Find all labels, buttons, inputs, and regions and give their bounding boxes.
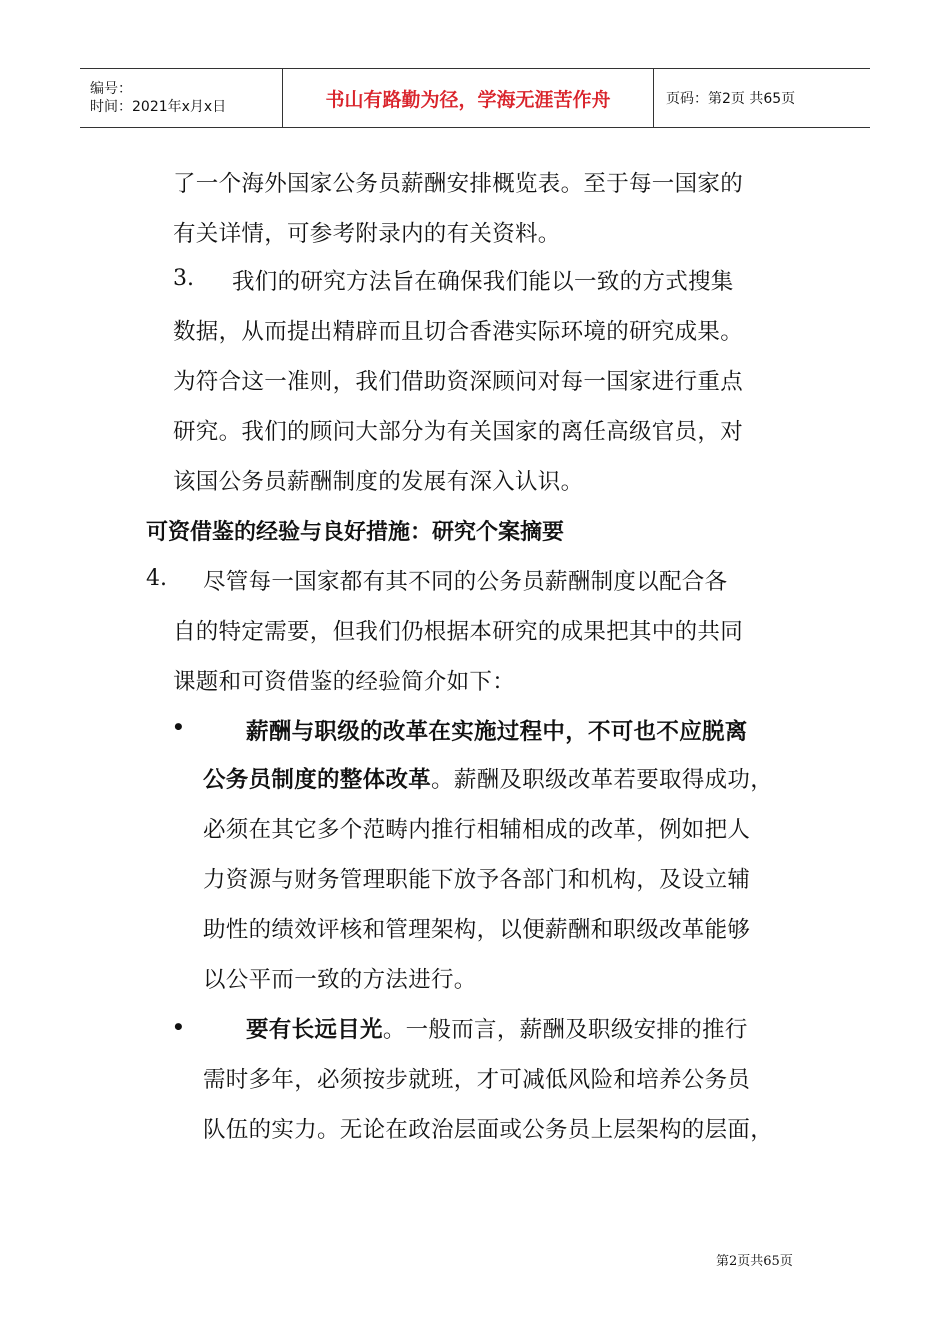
bullet-2-line-2: 需时多年，必须按步就班，才可减低风险和培养公务员: [203, 1067, 751, 1093]
p3-line-3: 为符合这一准则，我们借助资深顾问对每一国家进行重点: [173, 369, 744, 395]
bullet-1-bold-phrase: 公务员制度的整体改革: [203, 767, 432, 793]
p3-line-5: 该国公务员薪酬制度的发展有深入认识。: [173, 469, 584, 495]
page-footer: 第2页共65页: [716, 1254, 793, 1269]
bullet-1-line-4: 力资源与财务管理职能下放予各部门和机构，及设立辅: [203, 867, 751, 893]
header-time-label: 时间：2021年x月x日: [90, 99, 227, 115]
bullet-1-line-2: [203, 762, 773, 794]
bullet-1-line-3: 必须在其它多个范畴内推行相辅相成的改革，例如把人: [203, 817, 751, 843]
header-meta: [80, 69, 282, 127]
bullet-2-marker: •: [172, 1015, 185, 1039]
bullet-2-line-1-rest: 。一般而言，薪酬及职级安排的推行: [382, 1017, 748, 1043]
header-motto: [282, 69, 654, 127]
p4-line-3: 课题和可资借鉴的经验简介如下：: [173, 669, 516, 695]
bullet-1-line-1: 薪酬与职级的改革在实施过程中，不可也不应脱离: [246, 719, 748, 745]
bullet-1-line-6: 以公平而一致的方法进行。: [203, 967, 477, 993]
p4-line-1: 尽管每一国家都有其不同的公务员薪酬制度以配合各: [203, 569, 728, 595]
bullet-1-line-2-rest: 。薪酬及职级改革若要取得成功，: [431, 767, 774, 793]
p3-line-1: 我们的研究方法旨在确保我们能以一致的方式搜集: [232, 269, 734, 295]
p3-line-2: 数据，从而提出精辟而且切合香港实际环境的研究成果。: [173, 319, 744, 345]
bullet-1-line-5: 助性的绩效评核和管理架构，以便薪酬和职级改革能够: [203, 917, 751, 943]
section-heading: 可资借鉴的经验与良好措施：研究个案摘要: [146, 520, 565, 545]
bullet-2-bold-phrase: 要有长远目光: [246, 1017, 383, 1043]
header-number-label: 编号：: [90, 81, 132, 97]
p4-line-2: 自的特定需要，但我们仍根据本研究的成果把其中的共同: [173, 619, 744, 645]
p1-line-2: 有关详情，可参考附录内的有关资料。: [173, 221, 561, 247]
page-header: [80, 68, 870, 128]
bullet-2-line-1: [246, 1012, 748, 1044]
p3-number: 3.: [173, 266, 194, 291]
p3-line-4: 研究。我们的顾问大部分为有关国家的离任高级官员，对: [173, 419, 744, 445]
bullet-2-line-3: 队伍的实力。无论在政治层面或公务员上层架构的层面，: [203, 1117, 774, 1143]
p1-line-1: 了一个海外国家公务员薪酬安排概览表。至于每一国家的: [173, 171, 744, 197]
p4-number: 4.: [146, 566, 167, 591]
bullet-1-marker: •: [172, 715, 185, 739]
header-page-info-text: 页码：第2页 共65页: [666, 91, 796, 107]
header-motto-text: 书山有路勤为径，学海无涯苦作舟: [325, 88, 611, 111]
header-page-info: [654, 69, 870, 127]
